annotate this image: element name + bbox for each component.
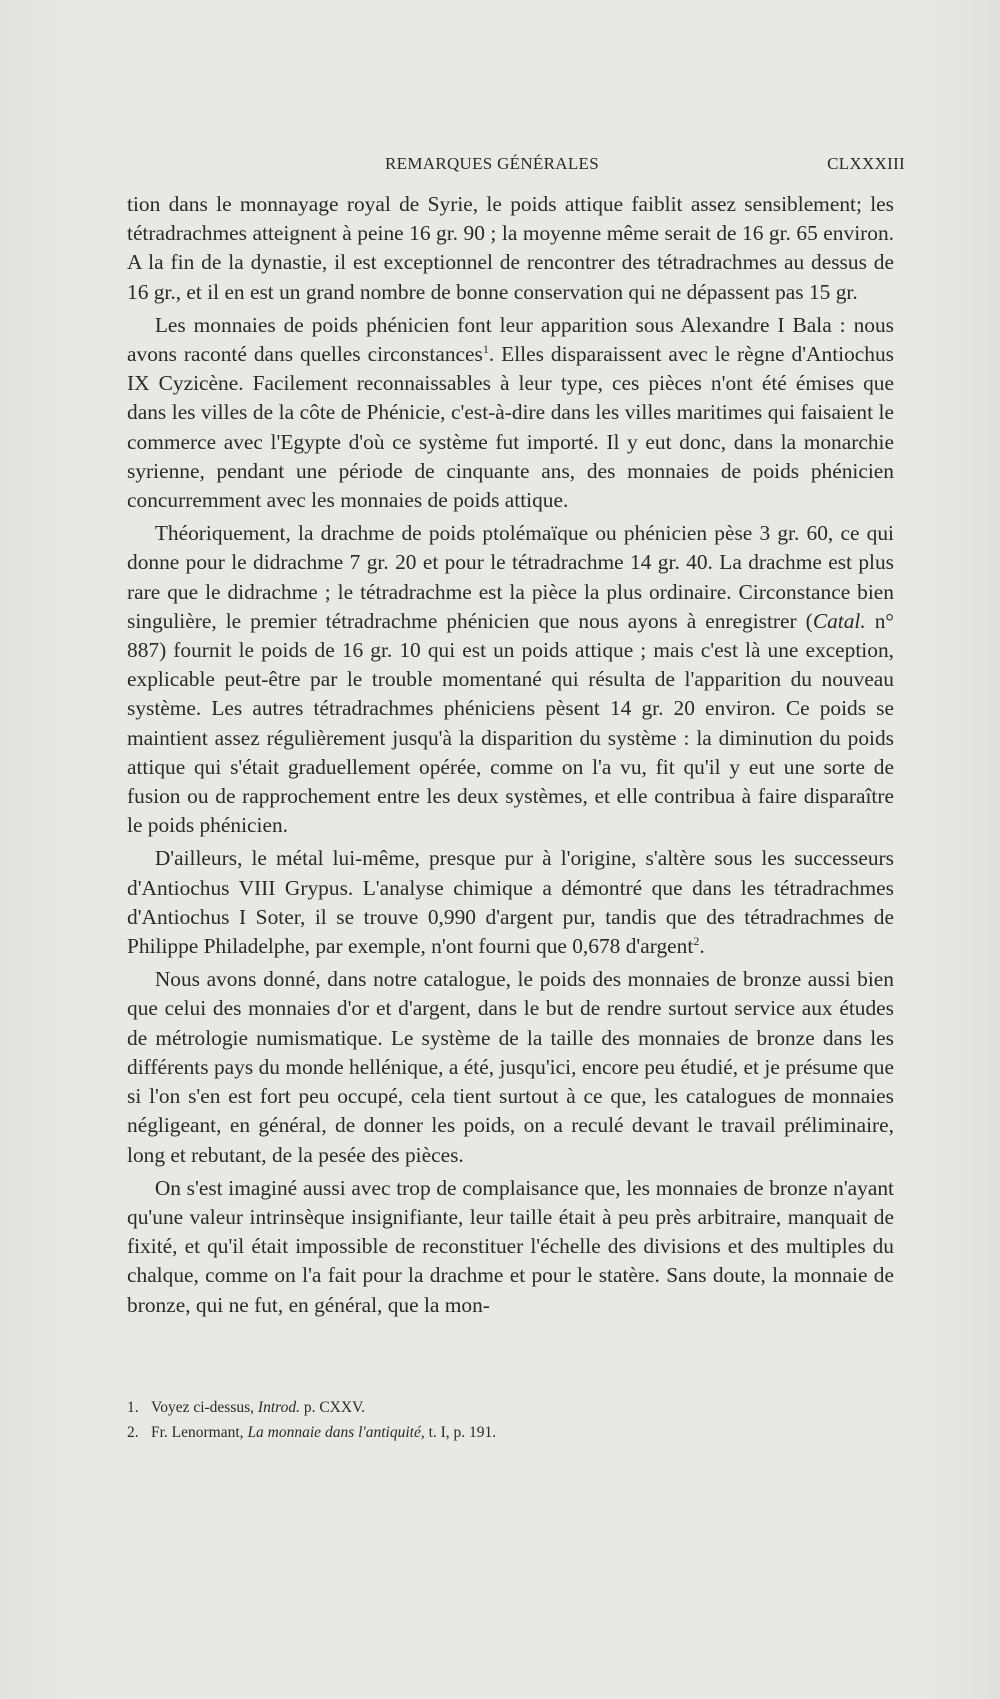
footnote-2-text-b: t. I, p. 191. bbox=[424, 1424, 497, 1441]
running-header bbox=[127, 154, 905, 178]
paragraph-6: On s'est imaginé aussi avec trop de complaisance que, les monnaies de bronze n'ayant qu'une valeur intrinsèque insignifiante, leur taille était à peu près arbitraire, manquait de fixité, et qu'il était impossible de reconstituer l'échelle des divisions et des multiples du chalque, comme on l'a fait pour la drachme et pour le statère. Sans doute, la monnaie de bronze, qui ne fut, en général, que la mon- bbox=[127, 1175, 894, 1317]
paragraph-4-text-a: D'ailleurs, le métal lui-même, presque pur à l'origine, s'altère sous les successeurs d'Antiochus VIII Grypus. L'analyse chimique a démontré que dans les tétradrachmes d'Antiochus I Soter, il se trouve 0,990 d'argent pur, tandis que des tétradrachmes de Philippe Philadelphe, par exemple, n'ont fourni que 0,678 d'argent bbox=[127, 846, 894, 959]
footnote-1-italic: Introd. bbox=[257, 1399, 300, 1416]
footnote-2 bbox=[127, 1420, 894, 1445]
footnote-1 bbox=[127, 1395, 894, 1420]
footnote-2-text-a: Fr. Lenormant, bbox=[151, 1424, 248, 1441]
paragraph-4 bbox=[127, 844, 894, 961]
catalogue-abbrev: Catal. bbox=[812, 608, 866, 633]
body-text bbox=[127, 190, 894, 1320]
footnotes bbox=[127, 1395, 894, 1445]
footnote-2-number: 2. bbox=[127, 1424, 139, 1441]
paragraph-5: Nous avons donné, dans notre catalogue, le poids des monnaies de bronze aussi bien que celui des monnaies d'or et d'argent, dans le but de rendre surtout service aux études de métrologie numismatique. Le système de la taille des monnaies de bronze dans les différents pays du monde hellénique, a été, jusqu'ici, encore peu étudié, et je présume que si l'on s'en est fort peu occupé, cela tient surtout à ce que, les catalogues de monnaies négligeant, en général, de donner les poids, on a reculé devant le travail préliminaire, long et rebutant, de la pesée des pièces. bbox=[127, 967, 894, 1167]
running-title: REMARQUES GÉNÉRALES bbox=[385, 154, 599, 173]
paragraph-1: tion dans le monnayage royal de Syrie, le poids attique faiblit assez sensiblement; les tétradrachmes atteignent à peine 16 gr. 90 ; la moyenne même serait de 16 gr. 65 environ. A la fin de la dynastie, il est exceptionnel de rencontrer des tétradrachmes au dessus de 16 gr., et il en est un grand nombre de bonne conservation qui ne dépassent pas 15 gr. bbox=[127, 192, 894, 304]
paragraph-2-text-b: . Elles disparaissent avec le règne d'Antiochus IX Cyzicène. Facilement reconnaissables à leur type, ces pièces n'ont été émises que dans les villes de la côte de Phénicie, c'est-à-dire dans les villes maritimes qui faisaient le commerce avec l'Egypte d'où ce système fut importé. Il y eut donc, dans la monarchie syrienne, pendant une période de cinquante ans, des monnaies de poids phénicien concurremment avec les monnaies de poids attique. bbox=[127, 342, 894, 513]
page-number: CLXXXIII bbox=[827, 154, 905, 173]
footnote-1-number: 1. bbox=[127, 1399, 139, 1416]
footnote-ref-1[interactable]: 1 bbox=[482, 341, 489, 356]
paragraph-2-text-a: Les monnaies de poids phénicien font leur apparition sous Alexandre I Bala : nous avons raconté dans quelles circonstances bbox=[127, 312, 894, 367]
footnote-ref-2[interactable]: 2 bbox=[693, 933, 700, 948]
paragraph-3-text-b: n° 887) fournit le poids de 16 gr. 10 qui est un poids attique ; mais c'est là une exception, explicable peut-être par le trouble momentané qui résulta de l'apparition du nouveau système. Les autres tétradrachmes phéniciens pèsent 14 gr. 20 environ. Ce poids se maintient assez régulièrement jusqu'à la disparition du système : la diminution du poids attique qui s'était graduellement opérée, comme on l'a vu, fit qu'il y eut une sorte de fusion ou de rapprochement entre les deux systèmes, et elle contribua à faire disparaître le poids phénicien. bbox=[127, 608, 894, 838]
paragraph-3-text-a: Théoriquement, la drachme de poids ptolémaïque ou phénicien pèse 3 gr. 60, ce qui donne pour le didrachme 7 gr. 20 et pour le tétradrachme 14 gr. 40. La drachme est plus rare que le didrachme ; le tétradrachme est la pièce la plus ordinaire. Circonstance bien singulière, le premier tétradrachme phénicien que nous ayons à enregistrer ( bbox=[127, 521, 894, 633]
footnote-2-italic: La monnaie dans l'antiquité, bbox=[247, 1424, 425, 1441]
paragraph-2 bbox=[127, 311, 894, 515]
footnote-1-text-b: p. CXXV. bbox=[299, 1399, 366, 1416]
paragraph-3 bbox=[127, 519, 894, 840]
footnote-1-text-a: Voyez ci-dessus, bbox=[151, 1399, 258, 1416]
paragraph-4-text-b: . bbox=[699, 934, 705, 959]
